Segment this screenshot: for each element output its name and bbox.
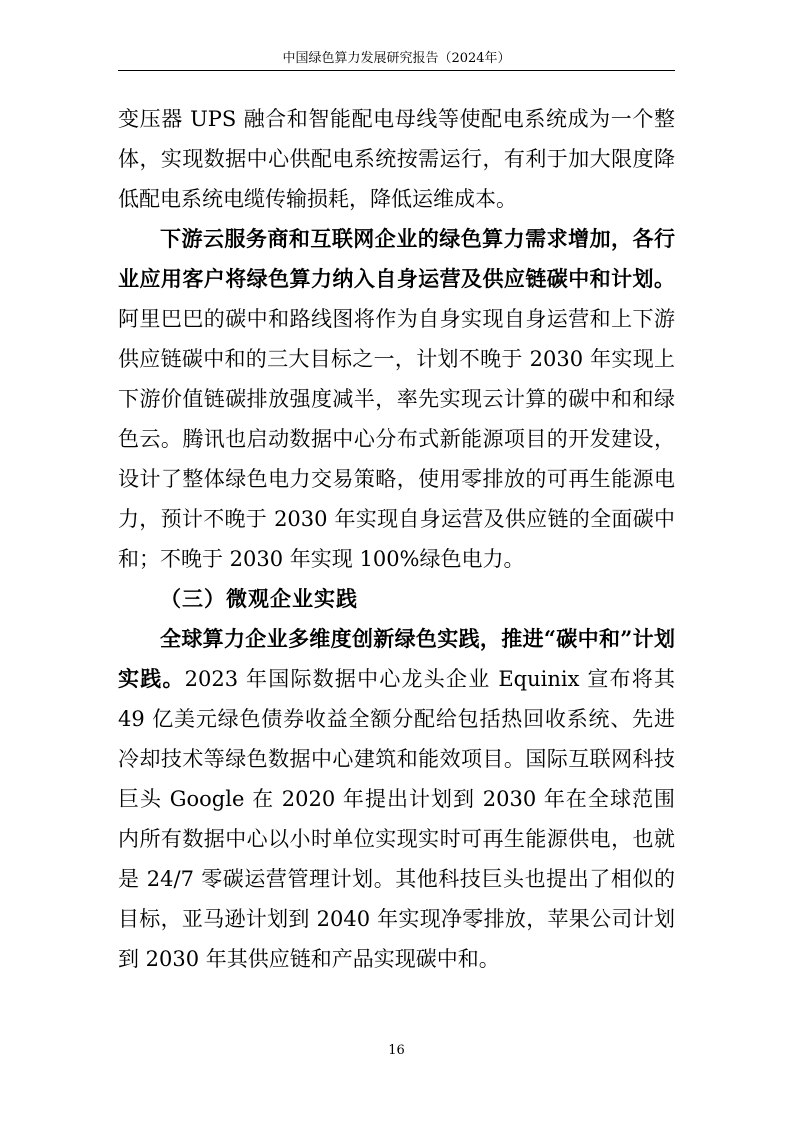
paragraph-lead-sentence: 全球算力企业多维度创新绿色实践，推进“碳中和”计划实践。 (118, 626, 675, 691)
paragraph-enterprise-practice (118, 619, 675, 979)
page-number: 16 (388, 1043, 405, 1058)
section-heading: （三）微观企业实践 (160, 586, 358, 611)
paragraph-body: 阿里巴巴的碳中和路线图将作为自身实现自身运营和上下游供应链碳中和的三大目标之一，计划不晚于 2030 年实现上下游价值链碳排放强度减半，率先实现云计算的碳中和和绿色云。腾讯也启动数据中心分布式新能源项目的开发建设，设计了整体绿色电力交易策略，使用零排放的可再生能源电力，预计不晚于 2030 年实现自身运营及供应链的全面碳中和；不晚于 2030 年实现 100%绿色电力。 (118, 307, 675, 571)
paragraph-lead-sentence: 下游云服务商和互联网企业的绿色算力需求增加，各行业应用客户将绿色算力纳入自身运营及供应链碳中和计划。 (118, 226, 675, 291)
paragraph-downstream-demand (118, 219, 675, 579)
paragraph-body: 2023 年国际数据中心龙头企业 Equinix 宣布将其 49 亿美元绿色债券收益全额分配给包括热回收系统、先进冷却技术等绿色数据中心建筑和能效项目。国际互联网科技巨头 Google 在 2020 年提出计划到 2030 年在全球范围内所有数据中心以小时单位实现实时可再生能源供电，也就是 24/7 零碳运营管理计划。其他科技巨头也提出了相似的目标，亚马逊计划到 2040 年实现净零排放，苹果公司计划到 2030 年其供应链和产品实现碳中和。 (118, 667, 675, 971)
body-text (118, 99, 675, 979)
paragraph-continued: 变压器 UPS 融合和智能配电母线等使配电系统成为一个整体，实现数据中心供配电系统按需运行，有利于加大限度降低配电系统电缆传输损耗，降低运维成本。 (118, 107, 675, 211)
running-header: 中国绿色算力发展研究报告（2024年） (282, 51, 511, 66)
header-rule (118, 70, 675, 71)
